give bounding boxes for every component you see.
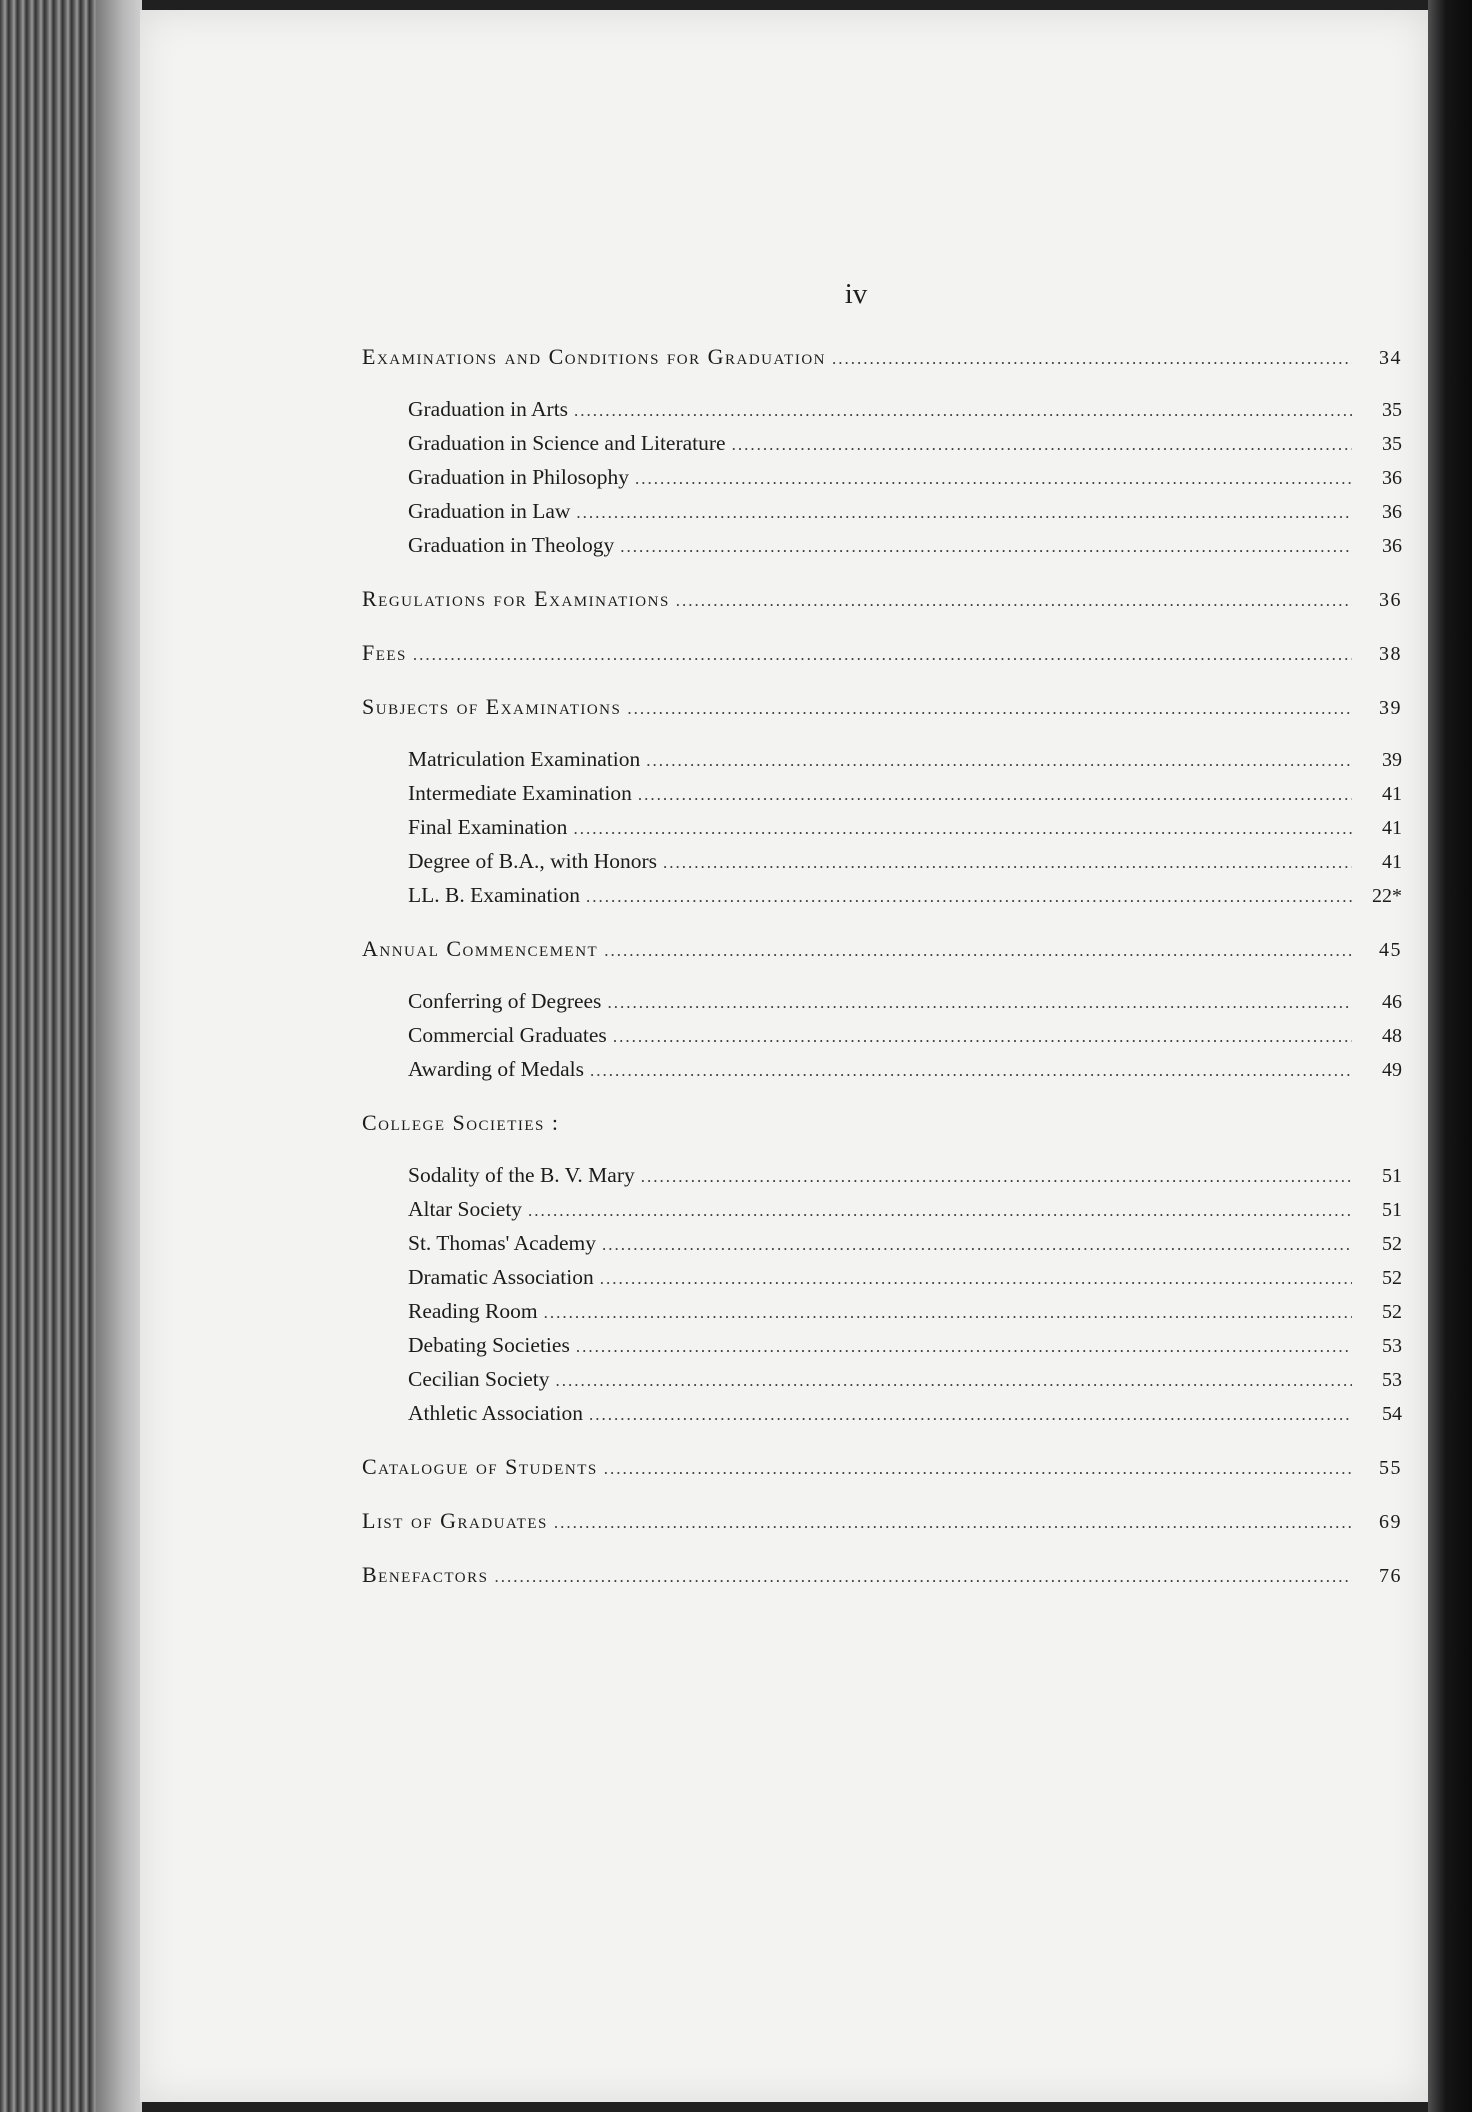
toc-page-number: 76 [1379,1565,1402,1587]
toc-subsection-entry [362,1362,1402,1396]
toc-dot-leader [413,638,1352,672]
toc-page-number: 52 [1382,1301,1402,1323]
toc-subsection-entry [362,878,1402,912]
toc-page-number: 69 [1379,1511,1402,1533]
toc-dot-leader [676,584,1352,618]
toc-dot-leader [590,1054,1352,1088]
toc-entry-label: Dramatic Association [408,1265,594,1289]
toc-subsection-entry [362,494,1402,528]
toc-dot-leader [604,1452,1352,1486]
toc-section-entry [362,1450,1402,1484]
toc-subsection-entry [362,426,1402,460]
toc-section-entry [362,1106,1402,1140]
book-page [140,10,1428,2102]
toc-subsection-entry [362,810,1402,844]
toc-entry-label: LL. B. Examination [408,883,580,907]
toc-dot-leader [556,1364,1352,1398]
toc-entry-label: Regulations for Examinations [362,586,670,611]
toc-page-number: 35 [1382,433,1402,455]
toc-page-number: 36 [1382,467,1402,489]
toc-subsection-entry [362,392,1402,426]
toc-entry-label: Matriculation Examination [408,747,641,771]
toc-dot-leader [589,1398,1352,1432]
toc-page-number: 46 [1382,991,1402,1013]
toc-section-entry [362,1558,1402,1592]
page-number: iv [844,278,868,310]
toc-page-number: 36 [1379,589,1402,611]
toc-entry-label: Debating Societies [408,1333,570,1357]
toc-page-number: 55 [1379,1457,1402,1479]
toc-dot-leader [638,778,1352,812]
toc-subsection-entry [362,1158,1402,1192]
toc-section-entry [362,582,1402,616]
toc-dot-leader [573,812,1352,846]
toc-subsection-entry [362,1260,1402,1294]
toc-entry-label: Subjects of Examinations [362,694,622,719]
table-of-contents [362,340,1402,1592]
toc-page-number: 41 [1382,817,1402,839]
book-right-edge [1428,0,1472,2112]
toc-subsection-entry [362,1226,1402,1260]
page-edge-highlight [96,0,142,2112]
toc-entry-label: Commercial Graduates [408,1023,607,1047]
toc-entry-label: Fees [362,640,407,665]
toc-page-number: 39 [1382,749,1402,771]
book-page-edges [0,0,142,2112]
toc-dot-leader [600,1262,1352,1296]
toc-page-number: 34 [1379,347,1402,369]
toc-entry-label: Athletic Association [408,1401,583,1425]
toc-subsection-entry [362,1294,1402,1328]
toc-page-number: 41 [1382,783,1402,805]
toc-entry-label: Awarding of Medals [408,1057,584,1081]
toc-page-number: 22* [1372,885,1402,907]
toc-page-number: 45 [1379,939,1402,961]
toc-page-number: 36 [1382,535,1402,557]
toc-entry-label: Degree of B.A., with Honors [408,849,657,873]
toc-entry-label: Catalogue of Students [362,1454,598,1479]
toc-subsection-entry [362,984,1402,1018]
toc-dot-leader [607,986,1352,1020]
toc-page-number: 52 [1382,1233,1402,1255]
toc-section-entry [362,932,1402,966]
toc-page-number: 49 [1382,1059,1402,1081]
toc-dot-leader [494,1560,1352,1594]
toc-page-number: 38 [1379,643,1402,665]
toc-dot-leader [576,1330,1352,1364]
toc-entry-label: Benefactors [362,1562,489,1587]
toc-page-number: 41 [1382,851,1402,873]
toc-subsection-entry [362,528,1402,562]
toc-subsection-entry [362,776,1402,810]
toc-section-entry [362,1504,1402,1538]
toc-section-entry [362,690,1402,724]
toc-entry-label: Conferring of Degrees [408,989,602,1013]
toc-dot-leader [576,496,1352,530]
toc-entry-label: Reading Room [408,1299,538,1323]
toc-dot-leader [832,342,1352,376]
toc-page-number: 53 [1382,1335,1402,1357]
toc-dot-leader [732,428,1352,462]
toc-subsection-entry [362,742,1402,776]
toc-entry-label: Annual Commencement [362,936,599,961]
toc-entry-label: Graduation in Science and Literature [408,431,726,455]
toc-dot-leader [620,530,1352,564]
toc-page-number: 51 [1382,1165,1402,1187]
toc-subsection-entry [362,460,1402,494]
toc-entry-label: Sodality of the B. V. Mary [408,1163,635,1187]
toc-entry-label: Intermediate Examination [408,781,632,805]
toc-dot-leader [641,1160,1352,1194]
toc-subsection-entry [362,844,1402,878]
toc-dot-leader [602,1228,1352,1262]
toc-entry-label: College Societies : [362,1110,560,1135]
toc-dot-leader [604,934,1352,968]
toc-page-number: 52 [1382,1267,1402,1289]
toc-subsection-entry [362,1396,1402,1430]
toc-section-entry [362,636,1402,670]
toc-page-number: 54 [1382,1403,1402,1425]
toc-page-number: 48 [1382,1025,1402,1047]
toc-entry-label: Graduation in Arts [408,397,569,421]
toc-subsection-entry [362,1192,1402,1226]
toc-dot-leader [544,1296,1352,1330]
toc-entry-label: Final Examination [408,815,568,839]
toc-entry-label: Cecilian Society [408,1367,550,1391]
toc-dot-leader [646,744,1352,778]
toc-entry-label: Graduation in Law [408,499,571,523]
toc-dot-leader [635,462,1352,496]
toc-page-number: 36 [1382,501,1402,523]
toc-page-number: 39 [1379,697,1402,719]
toc-entry-label: Altar Society [408,1197,523,1221]
toc-dot-leader [554,1506,1352,1540]
toc-entry-label: Graduation in Philosophy [408,465,629,489]
toc-dot-leader [574,394,1352,428]
toc-entry-label: Graduation in Theology [408,533,615,557]
toc-page-number: 53 [1382,1369,1402,1391]
toc-dot-leader [613,1020,1352,1054]
toc-dot-leader [663,846,1352,880]
toc-section-entry [362,340,1402,374]
toc-page-number: 51 [1382,1199,1402,1221]
toc-entry-label: St. Thomas' Academy [408,1231,596,1255]
toc-subsection-entry [362,1328,1402,1362]
toc-entry-label: List of Graduates [362,1508,548,1533]
toc-entry-label: Examinations and Conditions for Graduation [362,344,826,369]
toc-dot-leader [528,1194,1352,1228]
toc-dot-leader [586,880,1352,914]
toc-dot-leader [627,692,1352,726]
toc-page-number: 35 [1382,399,1402,421]
toc-subsection-entry [362,1052,1402,1086]
toc-subsection-entry [362,1018,1402,1052]
